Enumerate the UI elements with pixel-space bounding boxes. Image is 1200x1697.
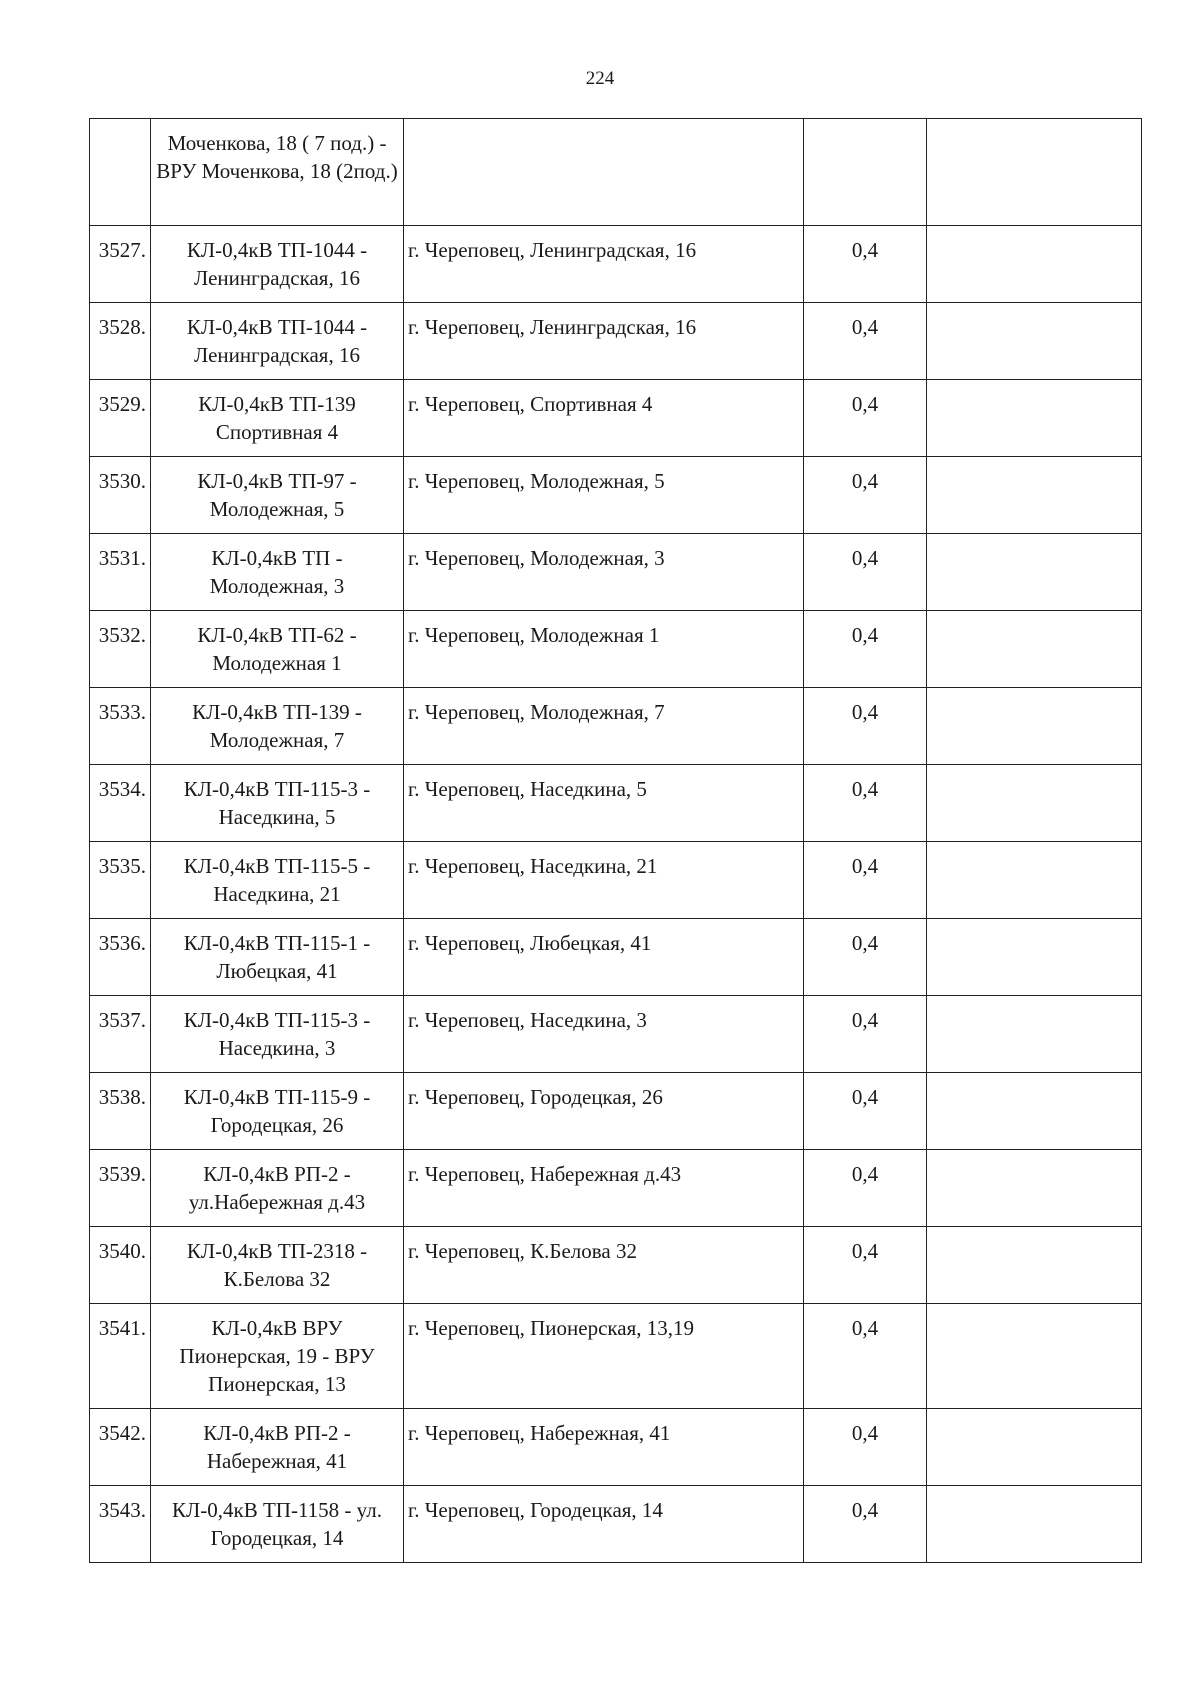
row-number-cell: 3528. [90,303,151,380]
table-body [90,119,1142,1563]
address-cell: г. Череповец, Городецкая, 26 [404,1073,804,1150]
row-number-cell [90,119,151,226]
row-number-cell: 3542. [90,1409,151,1486]
line-name-cell: КЛ-0,4кВ ТП-115-5 - Наседкина, 21 [151,842,404,919]
row-number-cell: 3527. [90,226,151,303]
note-cell [927,380,1142,457]
note-cell [927,765,1142,842]
address-cell: г. Череповец, Ленинградская, 16 [404,303,804,380]
table-row [90,1409,1142,1486]
row-number-cell: 3543. [90,1486,151,1563]
table-row [90,919,1142,996]
note-cell [927,688,1142,765]
row-number-cell: 3534. [90,765,151,842]
row-number-cell: 3529. [90,380,151,457]
voltage-cell: 0,4 [804,1150,927,1227]
row-number-cell: 3535. [90,842,151,919]
row-number-cell: 3537. [90,996,151,1073]
note-cell [927,1227,1142,1304]
row-number-cell: 3539. [90,1150,151,1227]
address-cell: г. Череповец, Набережная д.43 [404,1150,804,1227]
note-cell [927,611,1142,688]
address-cell: г. Череповец, Ленинградская, 16 [404,226,804,303]
cable-lines-table [89,118,1142,1563]
row-number-cell: 3536. [90,919,151,996]
line-name-cell: КЛ-0,4кВ ТП-97 - Молодежная, 5 [151,457,404,534]
voltage-cell: 0,4 [804,1227,927,1304]
voltage-cell: 0,4 [804,842,927,919]
address-cell: г. Череповец, Наседкина, 3 [404,996,804,1073]
note-cell [927,919,1142,996]
voltage-cell: 0,4 [804,765,927,842]
note-cell [927,1073,1142,1150]
address-cell: г. Череповец, Молодежная, 7 [404,688,804,765]
voltage-cell: 0,4 [804,1486,927,1563]
line-name-cell: КЛ-0,4кВ ТП-62 - Молодежная 1 [151,611,404,688]
voltage-cell: 0,4 [804,457,927,534]
row-number-cell: 3541. [90,1304,151,1409]
line-name-cell: КЛ-0,4кВ ТП-115-3 - Наседкина, 3 [151,996,404,1073]
voltage-cell: 0,4 [804,688,927,765]
table-row [90,226,1142,303]
line-name-cell: КЛ-0,4кВ ТП-2318 - К.Белова 32 [151,1227,404,1304]
line-name-cell: КЛ-0,4кВ ТП-1158 - ул. Городецкая, 14 [151,1486,404,1563]
address-cell: г. Череповец, Пионерская, 13,19 [404,1304,804,1409]
address-cell: г. Череповец, Молодежная 1 [404,611,804,688]
address-cell: г. Череповец, Городецкая, 14 [404,1486,804,1563]
voltage-cell: 0,4 [804,303,927,380]
voltage-cell: 0,4 [804,380,927,457]
table-row [90,534,1142,611]
note-cell [927,1304,1142,1409]
line-name-cell: КЛ-0,4кВ ТП-115-3 - Наседкина, 5 [151,765,404,842]
row-number-cell: 3530. [90,457,151,534]
voltage-cell: 0,4 [804,996,927,1073]
row-number-cell: 3540. [90,1227,151,1304]
address-cell [404,119,804,226]
voltage-cell: 0,4 [804,1073,927,1150]
line-name-cell: КЛ-0,4кВ ТП-115-1 - Любецкая, 41 [151,919,404,996]
table-row [90,1073,1142,1150]
address-cell: г. Череповец, Спортивная 4 [404,380,804,457]
note-cell [927,119,1142,226]
continuation-row [90,119,1142,226]
table-row [90,380,1142,457]
line-name-cell: КЛ-0,4кВ ТП-139 Спортивная 4 [151,380,404,457]
note-cell [927,1150,1142,1227]
voltage-cell: 0,4 [804,226,927,303]
voltage-cell: 0,4 [804,611,927,688]
address-cell: г. Череповец, Наседкина, 5 [404,765,804,842]
table-row [90,996,1142,1073]
address-cell: г. Череповец, Молодежная, 3 [404,534,804,611]
line-name-cell: КЛ-0,4кВ ВРУ Пионерская, 19 - ВРУ Пионерская, 13 [151,1304,404,1409]
row-number-cell: 3531. [90,534,151,611]
address-cell: г. Череповец, Набережная, 41 [404,1409,804,1486]
address-cell: г. Череповец, Молодежная, 5 [404,457,804,534]
note-cell [927,1486,1142,1563]
page-number: 224 [585,68,615,89]
note-cell [927,457,1142,534]
voltage-cell: 0,4 [804,1304,927,1409]
note-cell [927,303,1142,380]
line-name-cell: КЛ-0,4кВ ТП - Молодежная, 3 [151,534,404,611]
line-name-cell: КЛ-0,4кВ ТП-115-9 - Городецкая, 26 [151,1073,404,1150]
voltage-cell: 0,4 [804,534,927,611]
voltage-cell: 0,4 [804,919,927,996]
row-number-cell: 3532. [90,611,151,688]
table-row [90,303,1142,380]
line-name-cell: КЛ-0,4кВ ТП-1044 - Ленинградская, 16 [151,303,404,380]
row-number-cell: 3533. [90,688,151,765]
address-cell: г. Череповец, Наседкина, 21 [404,842,804,919]
voltage-cell [804,119,927,226]
note-cell [927,534,1142,611]
note-cell [927,226,1142,303]
line-name-cell: КЛ-0,4кВ РП-2 - ул.Набережная д.43 [151,1150,404,1227]
table-row [90,1227,1142,1304]
address-cell: г. Череповец, Любецкая, 41 [404,919,804,996]
line-name-cell: КЛ-0,4кВ РП-2 - Набережная, 41 [151,1409,404,1486]
table-row [90,1304,1142,1409]
note-cell [927,842,1142,919]
table-row [90,611,1142,688]
table-row [90,457,1142,534]
voltage-cell: 0,4 [804,1409,927,1486]
table-row [90,765,1142,842]
table-row [90,688,1142,765]
table-row [90,1486,1142,1563]
line-name-cell: Моченкова, 18 ( 7 под.) - ВРУ Моченкова, 18 (2под.) [151,119,404,226]
table-row [90,842,1142,919]
line-name-cell: КЛ-0,4кВ ТП-1044 - Ленинградская, 16 [151,226,404,303]
address-cell: г. Череповец, К.Белова 32 [404,1227,804,1304]
row-number-cell: 3538. [90,1073,151,1150]
line-name-cell: КЛ-0,4кВ ТП-139 - Молодежная, 7 [151,688,404,765]
note-cell [927,996,1142,1073]
note-cell [927,1409,1142,1486]
table-row [90,1150,1142,1227]
